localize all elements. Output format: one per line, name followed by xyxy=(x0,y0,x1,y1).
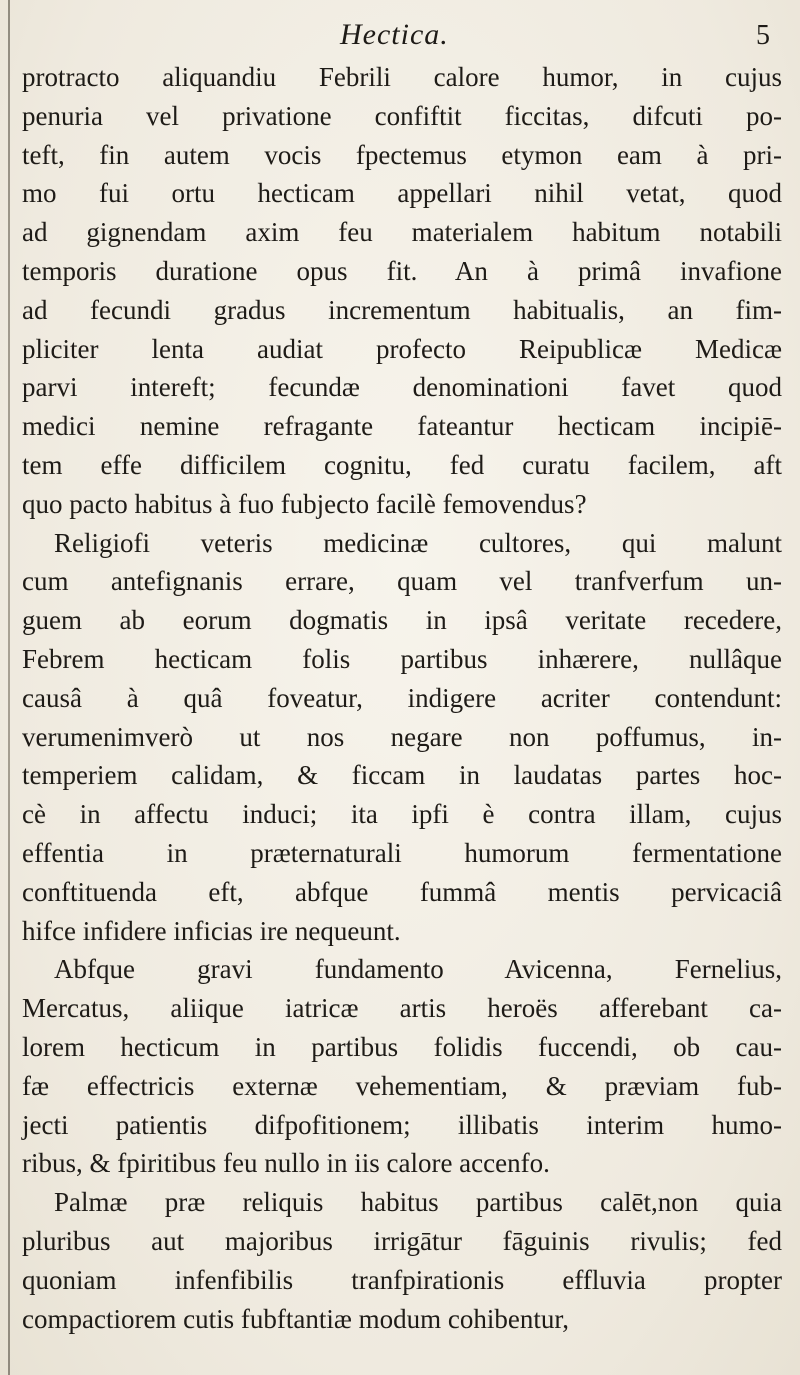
text-line: ad fecundi gradus incrementum habitualis, an fim- xyxy=(22,294,782,325)
text-line: tem effe difficilem cognitu, fed curatu facilem, aft xyxy=(22,449,782,480)
text-line: fæ effectricis externæ vehementiam, & præviam fub- xyxy=(22,1070,782,1101)
text-line: cum antefignanis errare, quam vel tranfverfum un- xyxy=(22,566,782,597)
text-line: Febrem hecticam folis partibus inhærere, nullâque xyxy=(22,643,782,674)
text-line: Religiofi veteris medicinæ cultores, qui malunt xyxy=(54,527,782,558)
text-line: guem ab eorum dogmatis in ipsâ veritate recedere, xyxy=(22,605,782,636)
text-line: temperiem calidam, & ficcam in laudatas partes hoc- xyxy=(22,760,782,791)
text-line: ad gignendam axim feu materialem habitum notabili xyxy=(22,217,782,248)
text-line: teft, fin autem vocis fpectemus etymon eam à pri- xyxy=(22,139,782,170)
text-line: quoniam infenfibilis tranfpirationis effluvia propter xyxy=(22,1264,782,1295)
text-line: causâ à quâ foveatur, indigere acriter contendunt: xyxy=(22,682,782,713)
text-line: penuria vel privatione confiftit ficcitas, difcuti po- xyxy=(22,100,782,131)
text-line: pliciter lenta audiat profecto Reipublicæ Medicæ xyxy=(22,333,782,364)
text-line: compactiorem cutis fubftantiæ modum cohibentur, xyxy=(22,1303,570,1334)
text-line: Mercatus, aliique iatricæ artis heroës afferebant ca- xyxy=(22,993,782,1024)
running-title: Hectica. xyxy=(340,18,449,51)
page-number: 5 xyxy=(756,20,770,51)
text-line: jecti patientis difpofitionem; illibatis interim humo- xyxy=(22,1109,782,1140)
text-line: quo pacto habitus à fuo fubjecto facilè femovendus? xyxy=(22,488,587,519)
text-line: ribus, & fpiritibus feu nullo in iis calore accenfo. xyxy=(22,1148,550,1179)
body-text xyxy=(22,58,782,1338)
text-line: parvi intereft; fecundæ denominationi favet quod xyxy=(22,372,782,403)
text-line: conftituenda eft, abfque fummâ mentis pervicaciâ xyxy=(22,876,782,907)
page-gutter-edge xyxy=(8,0,10,1375)
text-line: Palmæ præ reliquis habitus partibus calēt,non quia xyxy=(54,1187,782,1218)
text-line: effentia in præternaturali humorum fermentatione xyxy=(22,837,782,868)
text-line: Abfque gravi fundamento Avicenna, Fernelius, xyxy=(54,954,782,985)
text-line: cè in affectu induci; ita ipfi è contra illam, cujus xyxy=(22,799,782,830)
text-line: protracto aliquandiu Febrili calore humor, in cujus xyxy=(22,62,782,92)
text-line: hifce infidere inficias ire nequeunt. xyxy=(22,915,401,946)
text-line: medici nemine refragante fateantur hecticam incipiē- xyxy=(22,411,782,442)
text-line: verumenimverò ut nos negare non poffumus, in- xyxy=(22,721,782,752)
text-line: temporis duratione opus fit. An à primâ invafione xyxy=(22,255,782,286)
text-line: pluribus aut majoribus irrigātur fāguinis rivulis; fed xyxy=(22,1225,782,1256)
page-header xyxy=(0,14,800,54)
text-line: lorem hecticum in partibus folidis fuccendi, ob cau- xyxy=(22,1031,782,1062)
text-line: mo fui ortu hecticam appellari nihil vetat, quod xyxy=(22,178,782,209)
